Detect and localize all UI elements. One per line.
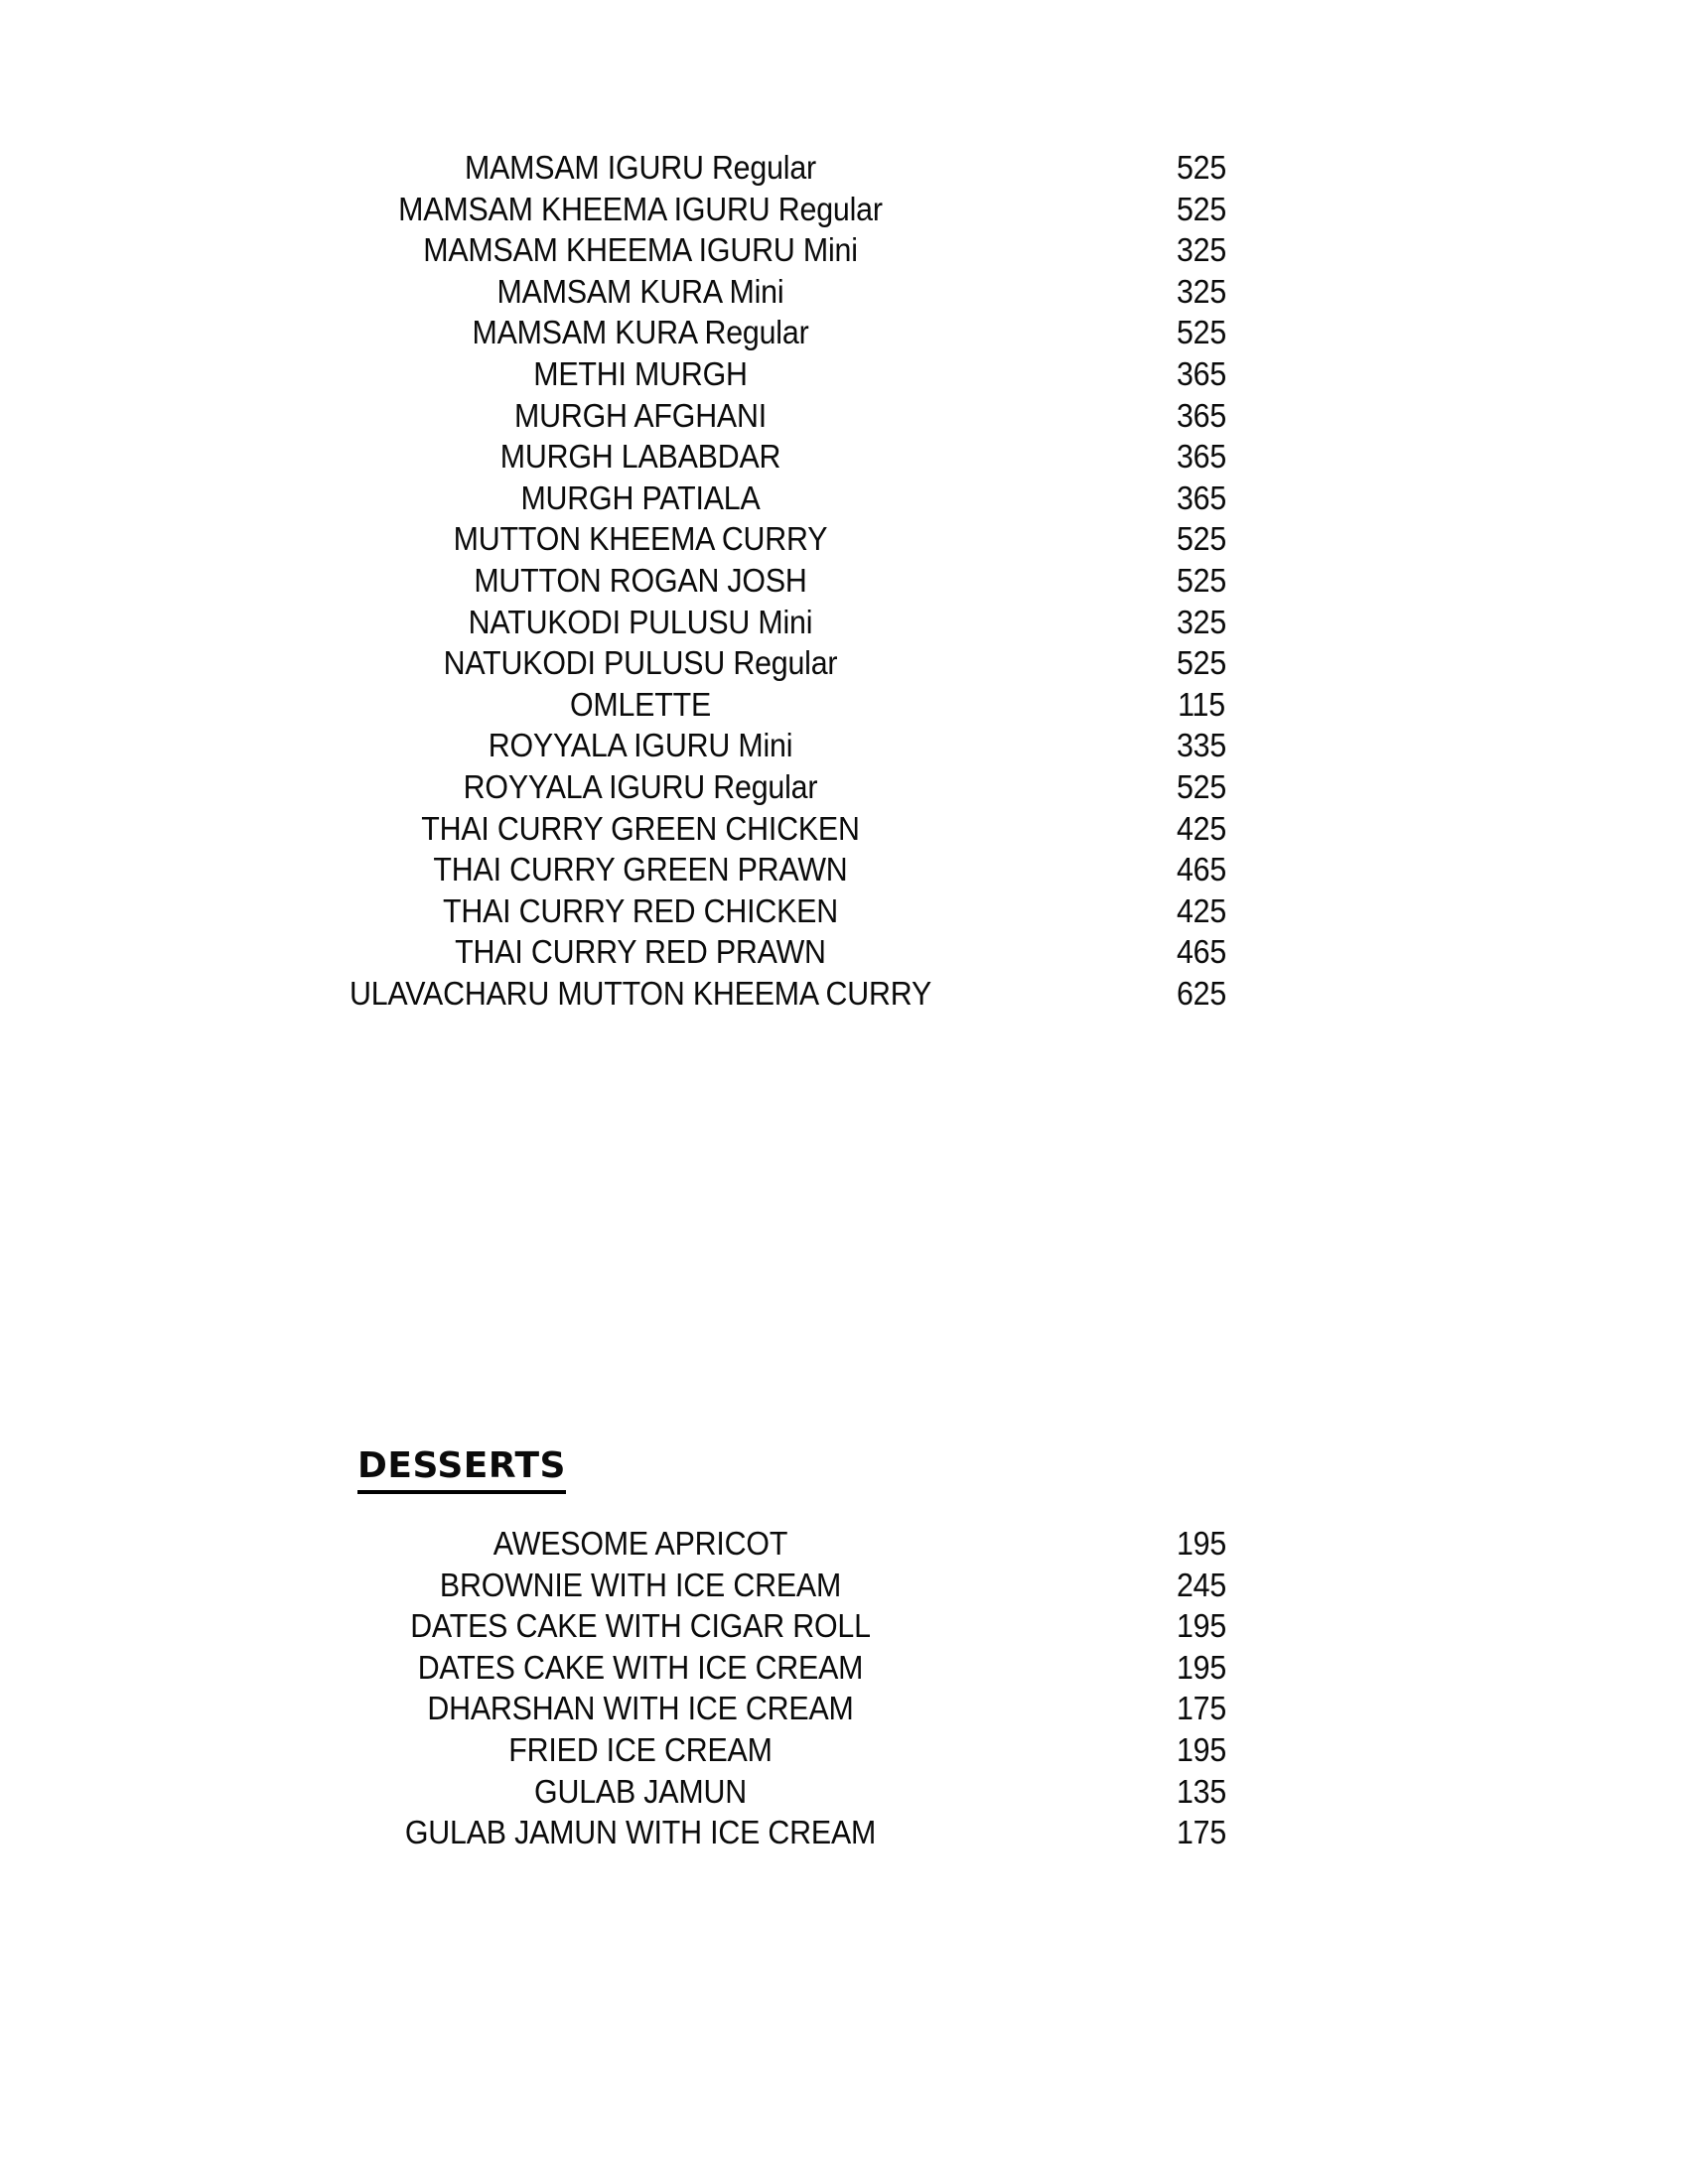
- menu-item-name: GULAB JAMUN: [534, 1772, 747, 1810]
- menu-item-row: [179, 189, 1470, 230]
- menu-item-name: MURGH AFGHANI: [513, 396, 768, 434]
- menu-item-price: 365: [1176, 438, 1227, 476]
- menu-item-row: [179, 808, 1470, 850]
- menu-item-price: 525: [1176, 767, 1227, 805]
- menu-item-name: NATUKODI PULUSU Regular: [443, 644, 838, 682]
- menu-item-price: 115: [1178, 685, 1225, 723]
- menu-item-name: MAMSAM KURA Mini: [496, 272, 784, 310]
- menu-item-row: [179, 1647, 1470, 1689]
- menu-item-row: [179, 1812, 1470, 1853]
- menu-item-row: [179, 766, 1470, 808]
- menu-item-name: ROYYALA IGURU Mini: [488, 727, 793, 764]
- section-heading-desserts-label: DESSERTS: [357, 1444, 566, 1494]
- menu-item-row: [179, 1605, 1470, 1647]
- menu-item-price: 245: [1176, 1566, 1227, 1603]
- menu-item-row: [179, 642, 1470, 684]
- menu-item-price: 195: [1176, 1525, 1227, 1562]
- menu-item-price: 525: [1176, 149, 1227, 186]
- menu-item-row: [179, 1688, 1470, 1729]
- menu-item-name: ROYYALA IGURU Regular: [463, 767, 818, 805]
- section-heading-desserts: [0, 1444, 923, 1494]
- menu-item-name: THAI CURRY RED PRAWN: [455, 933, 826, 971]
- menu-item-name: THAI CURRY GREEN PRAWN: [433, 851, 848, 888]
- menu-item-row: [179, 1523, 1470, 1565]
- menu-item-price: 525: [1176, 644, 1227, 682]
- menu-item-name: NATUKODI PULUSU Mini: [468, 603, 813, 640]
- menu-item-name: MAMSAM IGURU Regular: [465, 149, 816, 186]
- menu-item-price: 135: [1176, 1772, 1227, 1810]
- menu-item-price: 325: [1176, 272, 1227, 310]
- menu-item-name: MURGH LABABDAR: [499, 438, 781, 476]
- menu-item-price: 525: [1176, 561, 1227, 599]
- menu-item-name: ULAVACHARU MUTTON KHEEMA CURRY: [349, 974, 932, 1012]
- menu-item-name: OMLETTE: [569, 685, 712, 723]
- menu-item-row: [179, 725, 1470, 766]
- menu-item-price: 365: [1176, 354, 1227, 392]
- menu-item-row: [179, 1729, 1470, 1771]
- menu-item-name: METHI MURGH: [533, 354, 748, 392]
- menu-item-name: GULAB JAMUN WITH ICE CREAM: [404, 1814, 877, 1851]
- menu-item-price: 425: [1176, 891, 1227, 929]
- menu-item-price: 425: [1176, 809, 1227, 847]
- menu-item-price: 195: [1176, 1648, 1227, 1686]
- menu-item-row: [179, 353, 1470, 395]
- menu-item-row: [179, 1565, 1470, 1606]
- menu-item-price: 365: [1176, 396, 1227, 434]
- menu-item-name: MUTTON KHEEMA CURRY: [453, 520, 828, 558]
- menu-item-row: [179, 849, 1470, 890]
- menu-item-name: MUTTON ROGAN JOSH: [474, 561, 807, 599]
- menu-item-name: MURGH PATIALA: [520, 478, 761, 516]
- menu-item-price: 325: [1176, 231, 1227, 269]
- menu-item-price: 195: [1176, 1607, 1227, 1645]
- menu-item-price: 175: [1176, 1814, 1227, 1851]
- menu-item-row: [179, 271, 1470, 313]
- menu-item-row: [179, 312, 1470, 353]
- menu-item-row: [179, 436, 1470, 478]
- menu-section-main-courses: [179, 147, 1470, 1014]
- menu-item-name: DATES CAKE WITH ICE CREAM: [417, 1648, 864, 1686]
- menu-item-name: FRIED ICE CREAM: [508, 1730, 773, 1768]
- menu-item-name: THAI CURRY RED CHICKEN: [442, 891, 838, 929]
- menu-item-row: [179, 560, 1470, 602]
- menu-item-row: [179, 147, 1470, 189]
- menu-section-desserts: [179, 1523, 1470, 1853]
- menu-item-row: [179, 518, 1470, 560]
- menu-item-price: 525: [1176, 190, 1227, 227]
- menu-item-row: [179, 973, 1470, 1015]
- menu-item-name: THAI CURRY GREEN CHICKEN: [421, 809, 860, 847]
- menu-item-price: 175: [1176, 1690, 1227, 1727]
- menu-item-name: BROWNIE WITH ICE CREAM: [439, 1566, 842, 1603]
- menu-item-name: AWESOME APRICOT: [492, 1525, 788, 1562]
- menu-item-price: 625: [1176, 974, 1227, 1012]
- menu-item-row: [179, 602, 1470, 643]
- menu-item-name: DHARSHAN WITH ICE CREAM: [427, 1690, 854, 1727]
- menu-item-price: 335: [1176, 727, 1227, 764]
- menu-item-row: [179, 229, 1470, 271]
- menu-item-name: MAMSAM KHEEMA IGURU Regular: [398, 190, 883, 227]
- menu-item-price: 365: [1176, 478, 1227, 516]
- menu-item-name: DATES CAKE WITH CIGAR ROLL: [410, 1607, 871, 1645]
- menu-item-row: [179, 931, 1470, 973]
- menu-item-price: 525: [1176, 520, 1227, 558]
- menu-item-row: [179, 684, 1470, 726]
- menu-item-row: [179, 478, 1470, 519]
- menu-item-row: [179, 890, 1470, 932]
- menu-item-price: 325: [1176, 603, 1227, 640]
- menu-item-price: 465: [1176, 851, 1227, 888]
- menu-item-price: 465: [1176, 933, 1227, 971]
- menu-item-row: [179, 1771, 1470, 1813]
- menu-item-price: 195: [1176, 1730, 1227, 1768]
- menu-item-name: MAMSAM KURA Regular: [472, 314, 809, 351]
- menu-item-price: 525: [1176, 314, 1227, 351]
- menu-item-name: MAMSAM KHEEMA IGURU Mini: [423, 231, 858, 269]
- menu-item-row: [179, 395, 1470, 437]
